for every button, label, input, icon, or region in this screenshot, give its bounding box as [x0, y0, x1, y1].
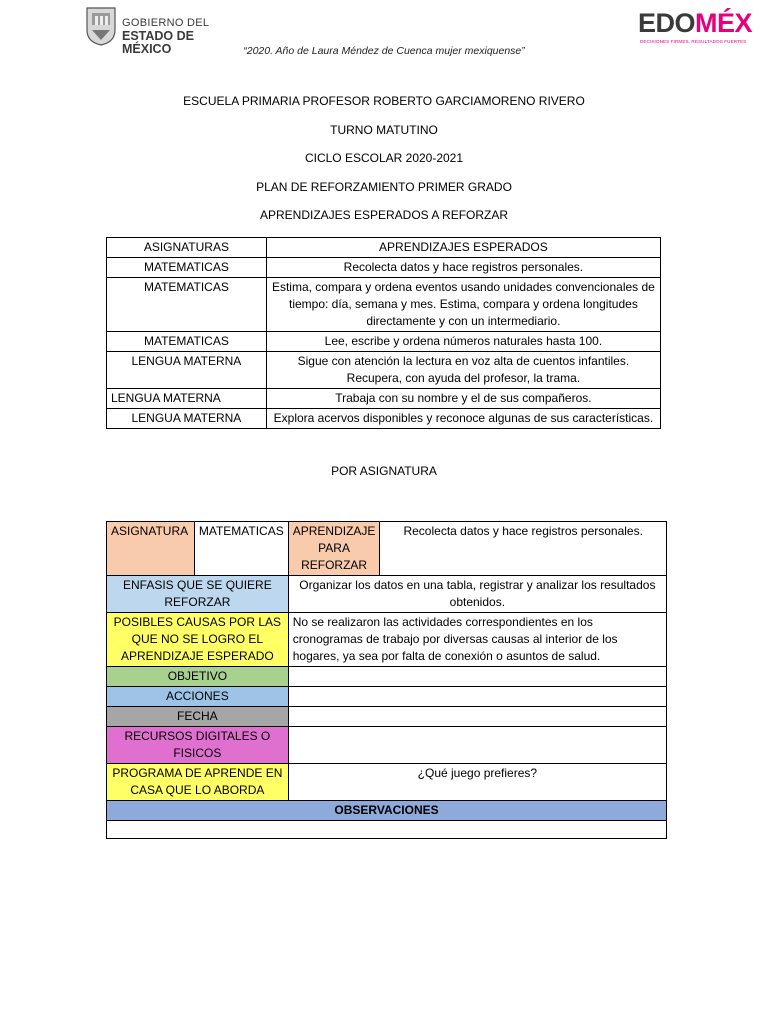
table-header-row — [107, 238, 661, 258]
acciones-label: ACCIONES — [107, 687, 289, 707]
edomex-brand-a: EDO — [638, 8, 696, 38]
learning-cell: Trabaja con su nombre y el de sus compañeros. — [266, 389, 660, 409]
learning-cell: Estima, compara y ordena eventos usando unidades convencionales de tiempo: día, semana y mes. Estima, compara y ordena longitudes directamente y con un intermediario. — [266, 278, 660, 332]
expected-learning-title: APRENDIZAJES ESPERADOS A REFORZAR — [259, 208, 509, 222]
programa-label: PROGRAMA DE APRENDE EN CASA QUE LO ABORDA — [107, 764, 289, 801]
aprendizaje-label: APRENDIZAJE PARA REFORZAR — [288, 522, 380, 576]
table-row — [107, 278, 661, 332]
subject-cell: MATEMATICAS — [107, 332, 267, 352]
learning-cell: Lee, escribe y ordena números naturales hasta 100. — [266, 332, 660, 352]
by-subject-title: POR ASIGNATURA — [331, 464, 437, 478]
table-row — [107, 727, 667, 764]
recursos-label: RECURSOS DIGITALES O FISICOS — [107, 727, 289, 764]
column-header: APRENDIZAJES ESPERADOS — [266, 238, 660, 258]
table-row — [107, 389, 661, 409]
table-row — [107, 687, 667, 707]
recursos-value — [288, 727, 666, 764]
subject-plan-table — [106, 521, 667, 839]
learning-cell: Recolecta datos y hace registros personales. — [266, 258, 660, 278]
learning-cell: Explora acervos disponibles y reconoce algunas de sus características. — [266, 409, 660, 429]
aprendizaje-value: Recolecta datos y hace registros personales. — [380, 522, 667, 576]
subject-cell: LENGUA MATERNA — [107, 409, 267, 429]
observaciones-value — [107, 821, 667, 839]
table-row — [107, 332, 661, 352]
edomex-brand-b: MÉX — [695, 8, 753, 38]
subject-cell: MATEMATICAS — [107, 278, 267, 332]
edomex-logo — [638, 8, 753, 46]
acciones-value — [288, 687, 666, 707]
table-row — [107, 258, 661, 278]
observaciones-label: OBSERVACIONES — [107, 801, 667, 821]
subject-cell: MATEMATICAS — [107, 258, 267, 278]
table-row — [107, 801, 667, 821]
table-row — [107, 667, 667, 687]
table-row — [107, 707, 667, 727]
subject-cell: LENGUA MATERNA — [107, 389, 267, 409]
fecha-value — [288, 707, 666, 727]
causas-value: No se realizaron las actividades correspondientes en los cronogramas de trabajo por diversas causas al interior de los hogares, ya sea por falta de conexión o asuntos de salud. — [288, 613, 666, 667]
gobierno-edomex-logo — [84, 4, 236, 56]
column-header: ASIGNATURAS — [107, 238, 267, 258]
shift: TURNO MATUTINO — [330, 123, 438, 137]
asignatura-label: ASIGNATURA — [107, 522, 195, 576]
table-row — [107, 352, 661, 389]
programa-value: ¿Qué juego prefieres? — [288, 764, 666, 801]
gov-line1: GOBIERNO DEL — [122, 17, 210, 29]
table-row — [107, 409, 661, 429]
table-row — [107, 522, 667, 576]
table-row — [107, 613, 667, 667]
objetivo-label: OBJETIVO — [107, 667, 289, 687]
expected-learning-table — [106, 237, 661, 429]
edomex-tagline: DECISIONES FIRMES, RESULTADOS FUERTES — [640, 39, 747, 44]
plan-title: PLAN DE REFORZAMIENTO PRIMER GRADO — [256, 180, 512, 194]
enfasis-label: ENFASIS QUE SE QUIERE REFORZAR — [107, 576, 289, 613]
fecha-label: FECHA — [107, 707, 289, 727]
objetivo-value — [288, 667, 666, 687]
table-row — [107, 821, 667, 839]
state-seal-icon — [84, 4, 118, 46]
gov-line2: ESTADO DE MÉXICO — [122, 29, 194, 56]
enfasis-value: Organizar los datos en una tabla, registrar y analizar los resultados obtenidos. — [288, 576, 666, 613]
school-name: ESCUELA PRIMARIA PROFESOR ROBERTO GARCIAMORENO RIVERO — [183, 94, 585, 108]
causas-label: POSIBLES CAUSAS POR LAS QUE NO SE LOGRO EL APRENDIZAJE ESPERADO — [107, 613, 289, 667]
year-motto: “2020. Año de Laura Méndez de Cuenca mujer mexiquense” — [243, 45, 525, 57]
school-cycle: CICLO ESCOLAR 2020-2021 — [304, 151, 464, 165]
table-row — [107, 576, 667, 613]
learning-cell: Sigue con atención la lectura en voz alta de cuentos infantiles. Recupera, con ayuda del profesor, la trama. — [266, 352, 660, 389]
subject-cell: LENGUA MATERNA — [107, 352, 267, 389]
asignatura-value: MATEMATICAS — [194, 522, 288, 576]
table-row — [107, 764, 667, 801]
